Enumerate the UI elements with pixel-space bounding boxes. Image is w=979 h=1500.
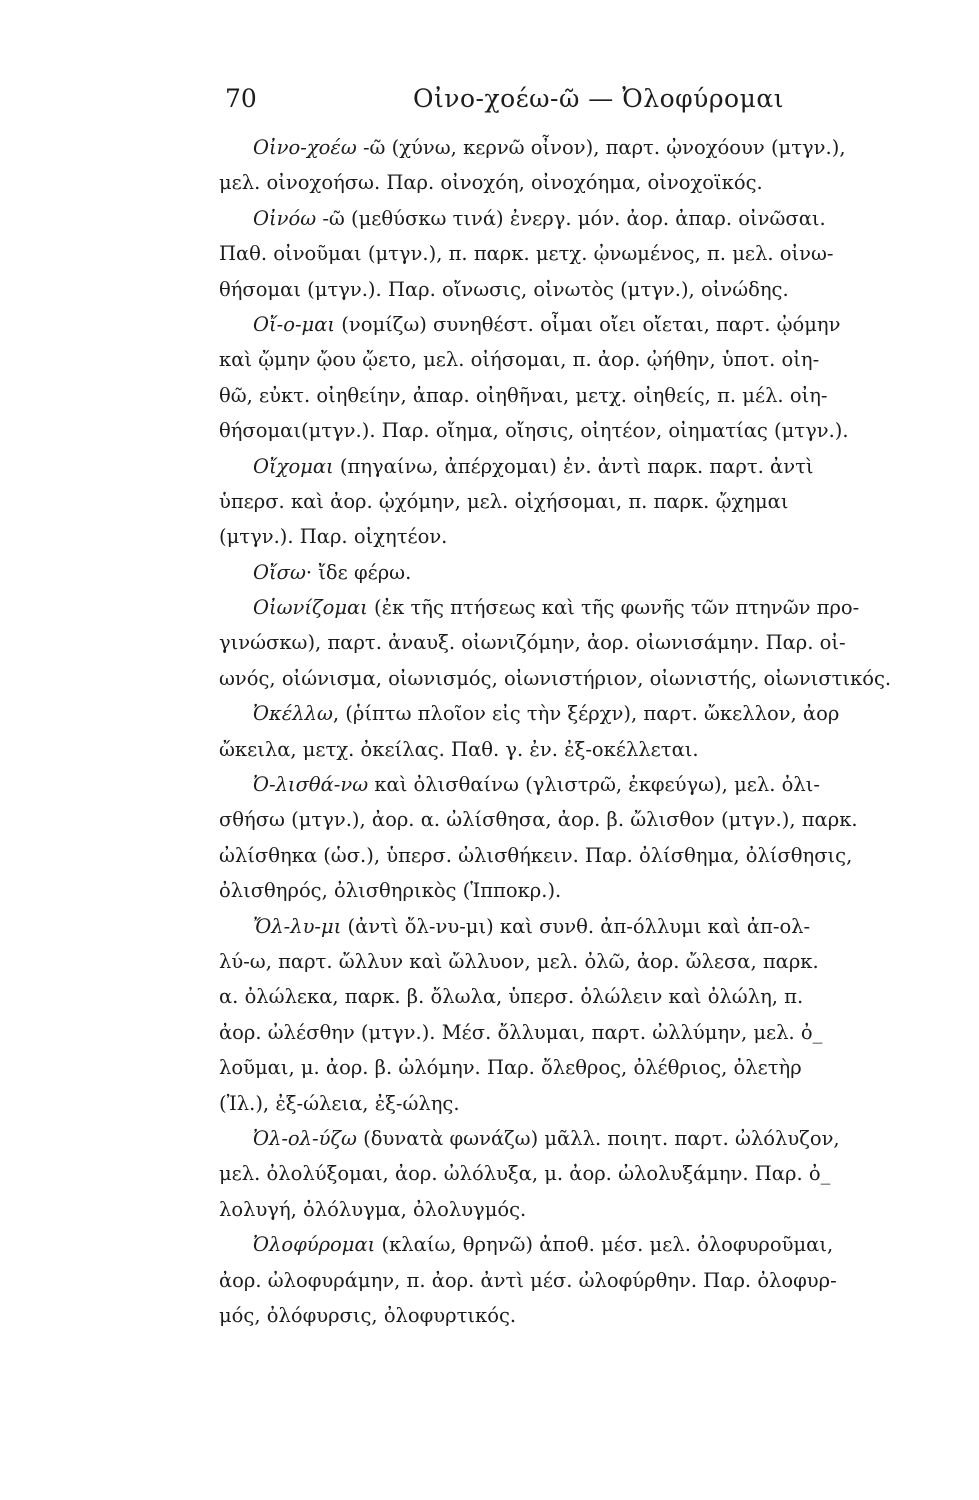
entry-text: μελ. οἰνοχοήσω. Παρ. οἰνοχόη, οἰνοχόημα, οἰνοχοϊκός. — [219, 171, 763, 195]
page-number: 70 — [225, 84, 257, 113]
entry-first-line — [219, 307, 909, 342]
entry-text: λοῦμαι, μ. ἀορ. β. ὠλόμην. Παρ. ὄλεθρος, ὀλέθριος, ὀλετὴρ — [219, 1056, 802, 1080]
entry-continuation-line — [219, 1192, 909, 1227]
entry-text: · ἴδε φέρω. — [305, 560, 412, 584]
entry-text: (μτγν.). Παρ. οἰχητέον. — [219, 525, 448, 549]
entry-first-line — [219, 767, 909, 802]
entry-text: ωνός, οἰώνισμα, οἰωνισμός, οἰωνιστήριον, οἰωνιστής, οἰωνιστικός. — [219, 666, 892, 690]
entry-text: (νομίζω) συνηθέστ. οἶμαι οἴει οἴεται, παρτ. ᾠόμην — [335, 312, 841, 336]
entry-continuation-line — [219, 661, 909, 696]
entry-continuation-line — [219, 732, 909, 767]
entry-continuation-line — [219, 838, 909, 873]
headword: Ὄλ-λυ-μι — [253, 914, 342, 938]
dictionary-entries — [219, 130, 909, 1333]
entry-text: (πηγαίνω, ἀπέρχομαι) ἐν. ἀντὶ παρκ. παρτ. ἀντὶ — [333, 454, 814, 478]
entry-continuation-line — [219, 342, 909, 377]
entry-text: -ῶ (χύνω, κερνῶ οἶνον), παρτ. ᾠνοχόουν (μτγν.), — [356, 136, 846, 159]
entry-text: ἀορ. ὠλοφυράμην, π. ἀορ. ἀντὶ μέσ. ὠλοφύρθην. Παρ. ὀλοφυρ- — [219, 1268, 837, 1292]
entry-text: -ῶ (μεθύσκω τινά) ἐνεργ. μόν. ἀορ. ἀπαρ. οἰνῶσαι. — [316, 206, 826, 230]
entry-text: σθήσω (μτγν.), ἀορ. α. ὠλίσθησα, ἀορ. β. ὤλισθον (μτγν.), παρκ. — [219, 808, 858, 832]
entry-text: μός, ὀλόφυρσις, ὀλοφυρτικός. — [219, 1303, 517, 1327]
entry-continuation-line — [219, 484, 909, 519]
entry-text: μελ. ὀλολύξομαι, ἀορ. ὠλόλυξα, μ. ἀορ. ὠλολυξάμην. Παρ. ὀ_ — [219, 1162, 831, 1186]
running-head: Οἰνο-χοέω-ῶ — Ὀλοφύρομαι — [413, 84, 785, 113]
entry-continuation-line — [219, 1086, 909, 1121]
entry-text: ὠλίσθηκα (ὡσ.), ὑπερσ. ὠλισθήκειν. Παρ. ὀλίσθημα, ὀλίσθησις, — [219, 843, 853, 867]
entry-text: (ἐκ τῆς πτήσεως καὶ τῆς φωνῆς τῶν πτηνῶν προ- — [367, 596, 860, 620]
entry-text: θήσομαι(μτγν.). Παρ. οἴημα, οἴησις, οἰητέον, οἰηματίας (μτγν.). — [219, 419, 849, 443]
entry-first-line — [219, 130, 909, 165]
entry-text: λύ-ω, παρτ. ὤλλυν καὶ ὤλλυον, μελ. ὀλῶ, ἀορ. ὤλεσα, παρκ. — [219, 949, 819, 973]
entry-continuation-line — [219, 236, 909, 271]
entry-continuation-line — [219, 519, 909, 554]
entry-text: (κλαίω, θρηνῶ) ἀποθ. μέσ. μελ. ὀλοφυροῦμαι, — [375, 1233, 834, 1257]
entry-text: ὑπερσ. καὶ ἀορ. ᾠχόμην, μελ. οἰχήσομαι, π. παρκ. ᾤχημαι — [219, 489, 789, 513]
entry-first-line — [219, 1121, 909, 1156]
entry-continuation-line — [219, 413, 909, 448]
entry-first-line — [219, 1227, 909, 1262]
headword: Οἰωνίζομαι — [253, 596, 368, 620]
headword: Οἴσω — [253, 560, 306, 584]
entry-continuation-line — [219, 944, 909, 979]
headword: Οἰνο-χοέω — [253, 136, 357, 159]
entry-text: θῶ, εὐκτ. οἰηθείην, ἀπαρ. οἰηθῆναι, μετχ. οἰηθείς, π. μέλ. οἰη- — [219, 383, 828, 407]
headword: Ὀκέλλω — [253, 702, 333, 726]
entry-first-line — [219, 555, 909, 590]
entry-continuation-line — [219, 873, 909, 908]
headword: Ὀ-λισθά-νω — [253, 773, 369, 797]
headword: Οἰνόω — [253, 206, 317, 230]
entry-first-line — [219, 201, 909, 236]
entry-text: ἀορ. ὠλέσθην (μτγν.). Μέσ. ὄλλυμαι, παρτ. ὠλλύμην, μελ. ὀ_ — [219, 1020, 823, 1044]
entry-text: λολυγή, ὀλόλυγμα, ὀλολυγμός. — [219, 1197, 527, 1221]
page-header — [225, 84, 925, 124]
entry-first-line — [219, 590, 909, 625]
entry-continuation-line — [219, 979, 909, 1014]
entry-continuation-line — [219, 1015, 909, 1050]
entry-text: ὤκειλα, μετχ. ὀκείλας. Παθ. γ. ἐν. ἐξ-οκέλλεται. — [219, 737, 699, 761]
entry-continuation-line — [219, 1156, 909, 1191]
entry-text: Παθ. οἰνοῦμαι (μτγν.), π. παρκ. μετχ. ᾠνωμένος, π. μελ. οἰνω- — [219, 242, 834, 266]
headword: Ὀλ-ολ-ύζω — [253, 1126, 357, 1150]
entry-text: καὶ ὀλισθαίνω (γλιστρῶ, ἐκφεύγω), μελ. ὀλι- — [368, 773, 820, 797]
entry-first-line — [219, 696, 909, 731]
entry-continuation-line — [219, 165, 909, 200]
entry-text: (δυνατὰ φωνάζω) μᾶλλ. ποιητ. παρτ. ὠλόλυζον, — [356, 1126, 840, 1150]
entry-text: θήσομαι (μτγν.). Παρ. οἴνωσις, οἰνωτὸς (μτγν.), οἰνώδης. — [219, 277, 789, 301]
entry-text: α. ὀλώλεκα, παρκ. β. ὄλωλα, ὑπερσ. ὀλώλειν καὶ ὀλώλη, π. — [219, 985, 804, 1009]
entry-first-line — [219, 449, 909, 484]
headword: Ὀλοφύρομαι — [253, 1233, 376, 1257]
entry-first-line — [219, 909, 909, 944]
entry-continuation-line — [219, 802, 909, 837]
entry-text: (ἀντὶ ὄλ-νυ-μι) καὶ συνθ. ἀπ-όλλυμι καὶ ἀπ-ολ- — [341, 914, 811, 938]
entry-continuation-line — [219, 625, 909, 660]
entry-text: , (ῥίπτω πλοῖον εἰς τὴν ξέρχν), παρτ. ὤκελλον, ἀορ — [332, 702, 840, 726]
entry-continuation-line — [219, 272, 909, 307]
entry-text: καὶ ᾤμην ᾤου ᾤετο, μελ. οἰήσομαι, π. ἀορ. ᾠήθην, ὑποτ. οἰη- — [219, 348, 820, 372]
entry-continuation-line — [219, 378, 909, 413]
headword: Οἴχομαι — [253, 454, 334, 478]
headword: Οἴ-ο-μαι — [253, 312, 336, 336]
entry-text: (Ἰλ.), ἐξ-ώλεια, ἐξ-ώλης. — [219, 1091, 460, 1115]
entry-text: ὀλισθηρός, ὀλισθηρικὸς (Ἱπποκρ.). — [219, 879, 562, 903]
entry-continuation-line — [219, 1263, 909, 1298]
entry-continuation-line — [219, 1050, 909, 1085]
entry-continuation-line — [219, 1298, 909, 1333]
entry-text: γινώσκω), παρτ. ἀναυξ. οἰωνιζόμην, ἀορ. οἰωνισάμην. Παρ. οἰ- — [219, 631, 846, 655]
